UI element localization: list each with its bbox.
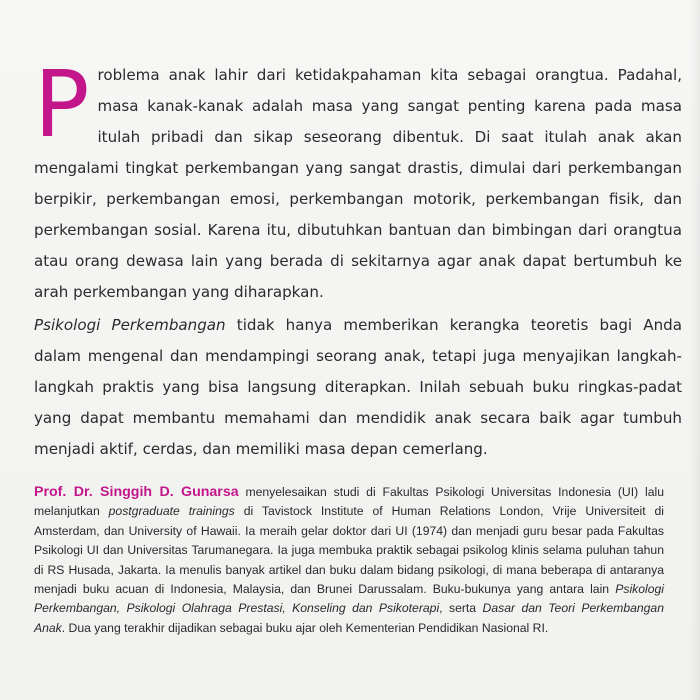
bio-italic-books: Psikologi Perkembangan, Psikologi Olahraga Prestasi, Konseling dan Psikoterapi: [34, 582, 664, 616]
bio-italic-1: postgraduate trainings: [108, 504, 235, 519]
book-description-paragraph: [34, 310, 682, 465]
bio-italic-book-3: Dasar dan Teori Perkembangan Anak: [34, 601, 664, 635]
intro-paragraph: [34, 51, 682, 308]
drop-cap-letter: P: [34, 51, 90, 158]
description-text: tidak hanya memberikan kerangka teoretis bagi Anda dalam mengenal dan mendampingi seorang anak, tetapi juga menyajikan langkah-langkah praktis yang bisa langsung diterapkan. Inilah sebuah buku ringkas-padat yang dapat membantu memahami dan mendidik anak secara baik agar tumbuh menjadi aktif, cerdas, dan memiliki masa depan cemerlang.: [34, 316, 682, 458]
author-bio-paragraph: [34, 483, 664, 638]
bio-text-3: , serta: [439, 601, 483, 616]
bio-text-2: di Tavistock Institute of Human Relations London, Vrije Universiteit di Amsterdam, dan University of Hawaii. Ia meraih gelar doktor dari UI (1974) dan menjadi guru besar pada Fakultas Psikologi UI dan Universitas Tarumanegara. Ia juga membuka praktik sebagai psikolog klinis selama puluhan tahun di RS Husada, Jakarta. Ia menulis banyak artikel dan buku dalam bidang psikologi, di mana beberapa di antaranya menjadi buku acuan di Indonesia, Malaysia, dan Brunei Darussalam. Buku-bukunya yang antara lain: [34, 504, 664, 597]
bio-text-4: . Dua yang terakhir dijadikan sebagai buku ajar oleh Kementerian Pendidikan Nasional RI.: [61, 620, 549, 635]
bio-text-1: menyelesaikan studi di Fakultas Psikologi Universitas Indonesia (UI) lalu melanjutkan: [34, 485, 664, 519]
author-name: Prof. Dr. Singgih D. Gunarsa: [34, 484, 239, 500]
intro-text: roblema anak lahir dari ketidakpahaman kita sebagai orangtua. Padahal, masa kanak-kanak adalah masa yang sangat penting karena pada masa itulah pribadi dan sikap seseorang dibentuk. Di saat itulah anak akan mengalami tingkat perkembangan yang sangat drastis, dimulai dari perkembangan berpikir, perkembangan emosi, perkembangan motorik, perkembangan fisik, dan perkembangan sosial. Karena itu, dibutuhkan bantuan dan bimbingan dari orangtua atau orang dewasa lain yang berada di sekitarnya agar anak dapat bertumbuh ke arah perkembangan yang diharapkan.: [34, 66, 682, 301]
page-edge-shadow: [690, 0, 700, 700]
book-title-italic: Psikologi Perkembangan: [34, 316, 226, 334]
